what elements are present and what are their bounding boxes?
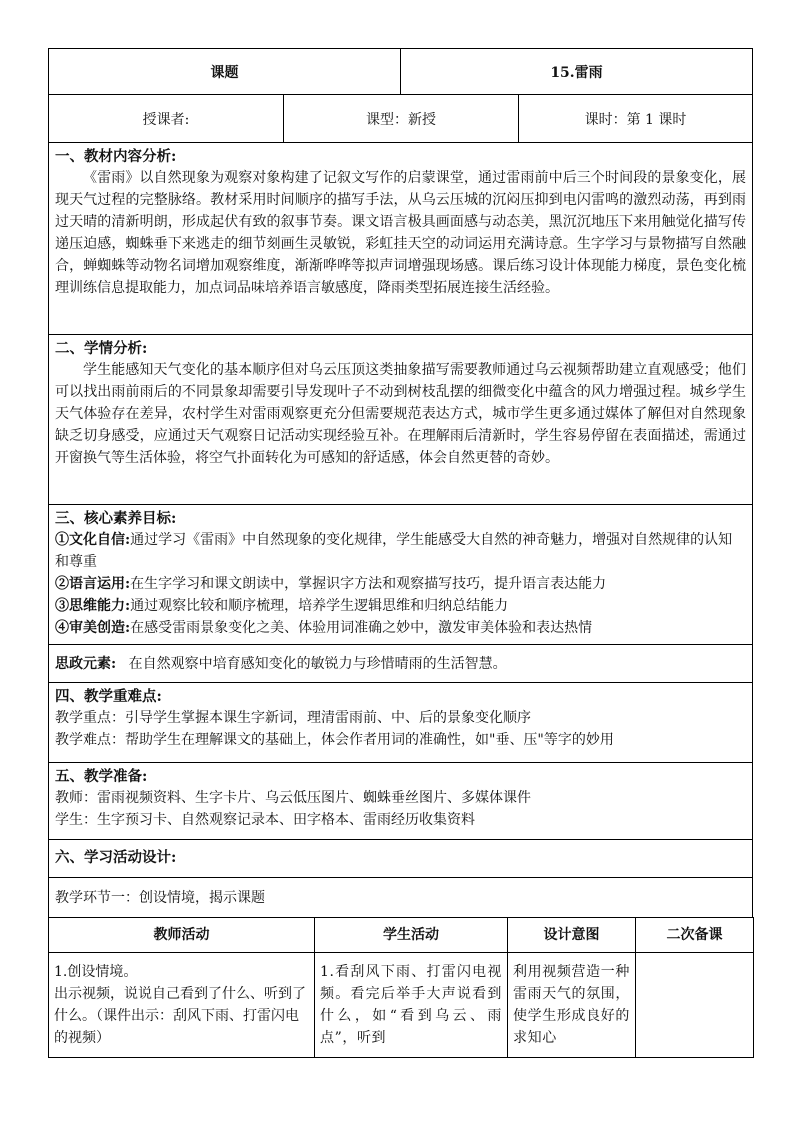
- activities-heading: 六、学习活动设计:: [55, 849, 177, 866]
- preparation-heading: 五、教学准备:: [55, 768, 148, 785]
- goal-key: ②语言运用:: [55, 576, 131, 592]
- lesson-type: 课型：新授: [284, 95, 519, 142]
- header-student: 学生活动: [315, 918, 508, 953]
- goal-key: ③思维能力:: [55, 598, 131, 614]
- goal-key: ①文化自信:: [55, 532, 131, 548]
- key-point-line: 教学重点：引导学生掌握本课生字新词，理清雷雨前、中、后的景象变化顺序: [55, 710, 531, 726]
- teacher-activity-line: 出示视频，说说自己看到了什么、听到了什么。（课件出示：刮风下雨、打雷闪电的视频）: [54, 986, 306, 1046]
- goal-key: ④审美创造:: [55, 620, 131, 636]
- content-analysis-heading: 一、教材内容分析:: [55, 148, 177, 165]
- header-notes: 二次备课: [636, 918, 754, 953]
- table-header-row: [49, 918, 754, 953]
- core-goals-section: [48, 505, 753, 645]
- info-row: [48, 95, 753, 143]
- topic-value: 15.雷雨: [401, 49, 753, 94]
- goal-item: [55, 529, 746, 573]
- step-section: [48, 878, 753, 918]
- activity-table: [48, 917, 754, 1058]
- goal-text: 通过学习《雷雨》中自然现象的变化规律，学生能感受大自然的神奇魅力，增强对自然规律的认知和尊重: [55, 532, 733, 570]
- topic-label: 课题: [49, 49, 401, 94]
- preparation-section: [48, 763, 753, 840]
- goal-item: [55, 573, 746, 595]
- goal-text: 在生字学习和课文朗读中，掌握识字方法和观察描写技巧，提升语言表达能力: [130, 576, 607, 592]
- key-points-heading: 四、教学重难点:: [55, 688, 162, 705]
- key-points-section: [48, 683, 753, 763]
- table-row: [49, 953, 754, 1058]
- lesson-period: 课时：第 1 课时: [519, 95, 753, 142]
- intent-cell: 利用视频营造一种雷雨天气的氛围，使学生形成良好的求知心: [508, 953, 636, 1058]
- ideology-section: [48, 645, 753, 683]
- teacher-label: 授课者:: [49, 95, 284, 142]
- preparation-line: 教师：雷雨视频资料、生字卡片、乌云低压图片、蜘蛛垂丝图片、多媒体课件: [55, 790, 531, 806]
- goal-text: 在感受雷雨景象变化之美、体验用词准确之妙中，激发审美体验和表达热情: [130, 620, 593, 636]
- activities-heading-section: [48, 840, 753, 878]
- step-title: 教学环节一：创设情境，揭示课题: [55, 890, 265, 906]
- preparation-line: 学生：生字预习卡、自然观察记录本、田字格本、雷雨经历收集资料: [55, 812, 475, 828]
- lesson-plan-document: [48, 48, 753, 1058]
- student-analysis-text: 学生能感知天气变化的基本顺序但对乌云压顶这类抽象描写需要教师通过乌云视频帮助建立直观感受；他们可以找出雨前雨后的不同景象却需要引导发现叶子不动到树枝乱摆的细微变化中蕴含的风力增强过程。城乡学生天气体验存在差异，农村学生对雷雨观察更充分但需要规范表达方式，城市学生更多通过媒体了解但对自然现象缺乏切身感受，应通过天气观察日记活动实现经验互补。在理解雨后清新时，学生容易停留在表面描述，需通过开窗换气等生活体验，将空气扑面转化为可感知的舒适感，体会自然更替的奇妙。: [55, 362, 746, 466]
- topic-row: [48, 48, 753, 95]
- teacher-activity-cell: [49, 953, 315, 1058]
- content-analysis-text: 《雷雨》以自然现象为观察对象构建了记叙文写作的启蒙课堂，通过雷雨前中后三个时间段的景象变化，展现天气过程的完整脉络。教材采用时间顺序的描写手法，从乌云压城的沉闷压抑到电闪雷鸣的激烈动荡，再到雨过天晴的清新明朗，形成起伏有致的叙事节奏。课文语言极具画面感与动态美，黑沉沉地压下来用触觉化描写传递压迫感，蜘蛛垂下来逃走的细节刻画生灵敏锐，彩虹挂天空的动词运用充满诗意。生字学习与景物描写自然融合，蝉蜘蛛等动物名词增加观察维度，渐渐哗哗等拟声词增强现场感。课后练习设计体现能力梯度，景色变化梳理训练信息提取能力，加点词品味培养语言敏感度，降雨类型拓展连接生活经验。: [55, 170, 746, 296]
- header-teacher: 教师活动: [49, 918, 315, 953]
- teacher-activity-line: 1.创设情境。: [54, 964, 138, 980]
- ideology-key: 思政元素:: [55, 656, 117, 672]
- ideology-text: 在自然观察中培育感知变化的敏锐力与珍惜晴雨的生活智慧。: [128, 656, 507, 672]
- student-activity-cell: 1.看刮风下雨、打雷闪电视频。看完后举手大声说看到什么，如“看到乌云、雨点”，听到: [315, 953, 508, 1058]
- student-analysis-section: [48, 335, 753, 505]
- student-analysis-heading: 二、学情分析:: [55, 340, 148, 357]
- notes-cell: [636, 953, 754, 1058]
- content-analysis-section: [48, 143, 753, 335]
- core-goals-heading: 三、核心素养目标:: [55, 510, 177, 527]
- key-point-line: 教学难点：帮助学生在理解课文的基础上，体会作者用词的准确性，如"垂、压"等字的妙用: [55, 732, 614, 748]
- goal-text: 通过观察比较和顺序梳理，培养学生逻辑思维和归纳总结能力: [130, 598, 509, 614]
- goal-item: [55, 617, 746, 639]
- header-intent: 设计意图: [508, 918, 636, 953]
- goal-item: [55, 595, 746, 617]
